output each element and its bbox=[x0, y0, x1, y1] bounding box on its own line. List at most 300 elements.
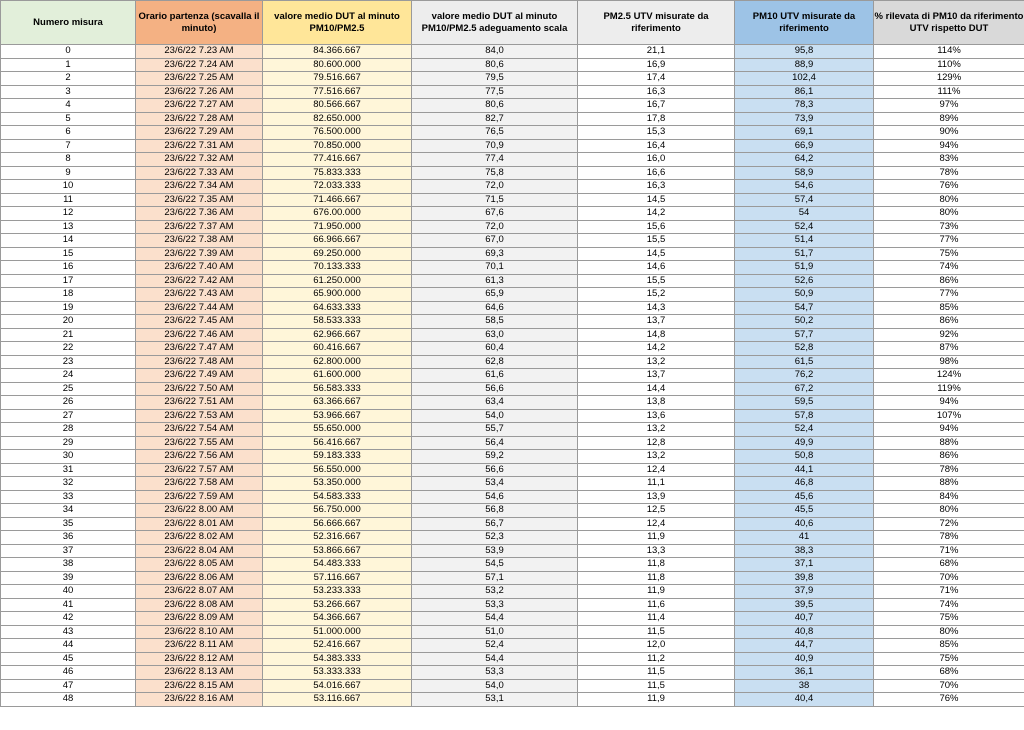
cell-orario[interactable]: 23/6/22 7.48 AM bbox=[136, 355, 263, 369]
cell-valore-dut-scala[interactable]: 80,6 bbox=[412, 58, 578, 72]
cell-orario[interactable]: 23/6/22 7.43 AM bbox=[136, 288, 263, 302]
cell-pm25[interactable]: 16,9 bbox=[578, 58, 735, 72]
cell-percentuale[interactable]: 87% bbox=[874, 342, 1024, 356]
cell-percentuale[interactable]: 76% bbox=[874, 180, 1024, 194]
cell-numero-misura[interactable]: 42 bbox=[1, 612, 136, 626]
cell-pm25[interactable]: 13,6 bbox=[578, 409, 735, 423]
cell-numero-misura[interactable]: 5 bbox=[1, 112, 136, 126]
cell-valore-dut[interactable]: 54.383.333 bbox=[263, 652, 412, 666]
cell-valore-dut-scala[interactable]: 63,0 bbox=[412, 328, 578, 342]
cell-valore-dut-scala[interactable]: 63,4 bbox=[412, 396, 578, 410]
cell-pm25[interactable]: 11,8 bbox=[578, 571, 735, 585]
cell-percentuale[interactable]: 111% bbox=[874, 85, 1024, 99]
cell-pm10[interactable]: 50,2 bbox=[735, 315, 874, 329]
cell-valore-dut[interactable]: 70.133.333 bbox=[263, 261, 412, 275]
cell-pm10[interactable]: 36,1 bbox=[735, 666, 874, 680]
cell-valore-dut[interactable]: 53.866.667 bbox=[263, 544, 412, 558]
cell-orario[interactable]: 23/6/22 7.38 AM bbox=[136, 234, 263, 248]
cell-numero-misura[interactable]: 39 bbox=[1, 571, 136, 585]
cell-valore-dut-scala[interactable]: 77,4 bbox=[412, 153, 578, 167]
cell-percentuale[interactable]: 94% bbox=[874, 139, 1024, 153]
cell-pm10[interactable]: 52,4 bbox=[735, 220, 874, 234]
cell-valore-dut-scala[interactable]: 80,6 bbox=[412, 99, 578, 113]
cell-pm10[interactable]: 40,7 bbox=[735, 612, 874, 626]
cell-numero-misura[interactable]: 2 bbox=[1, 72, 136, 86]
cell-valore-dut-scala[interactable]: 65,9 bbox=[412, 288, 578, 302]
cell-valore-dut-scala[interactable]: 56,8 bbox=[412, 504, 578, 518]
cell-pm25[interactable]: 14,5 bbox=[578, 193, 735, 207]
cell-pm25[interactable]: 13,9 bbox=[578, 490, 735, 504]
cell-valore-dut-scala[interactable]: 59,2 bbox=[412, 450, 578, 464]
header-pm10-utv[interactable]: PM10 UTV misurate da riferimento bbox=[735, 1, 874, 45]
cell-valore-dut-scala[interactable]: 54,6 bbox=[412, 490, 578, 504]
cell-numero-misura[interactable]: 38 bbox=[1, 558, 136, 572]
cell-valore-dut[interactable]: 66.966.667 bbox=[263, 234, 412, 248]
cell-percentuale[interactable]: 78% bbox=[874, 531, 1024, 545]
cell-orario[interactable]: 23/6/22 8.16 AM bbox=[136, 693, 263, 707]
cell-numero-misura[interactable]: 18 bbox=[1, 288, 136, 302]
cell-valore-dut[interactable]: 63.366.667 bbox=[263, 396, 412, 410]
cell-percentuale[interactable]: 98% bbox=[874, 355, 1024, 369]
cell-valore-dut-scala[interactable]: 56,7 bbox=[412, 517, 578, 531]
cell-orario[interactable]: 23/6/22 8.00 AM bbox=[136, 504, 263, 518]
cell-valore-dut-scala[interactable]: 70,9 bbox=[412, 139, 578, 153]
cell-valore-dut-scala[interactable]: 61,3 bbox=[412, 274, 578, 288]
cell-percentuale[interactable]: 89% bbox=[874, 112, 1024, 126]
cell-valore-dut-scala[interactable]: 56,4 bbox=[412, 436, 578, 450]
cell-valore-dut-scala[interactable]: 84,0 bbox=[412, 45, 578, 59]
cell-percentuale[interactable]: 75% bbox=[874, 612, 1024, 626]
cell-orario[interactable]: 23/6/22 7.26 AM bbox=[136, 85, 263, 99]
cell-pm10[interactable]: 86,1 bbox=[735, 85, 874, 99]
cell-valore-dut[interactable]: 56.550.000 bbox=[263, 463, 412, 477]
cell-pm10[interactable]: 38,3 bbox=[735, 544, 874, 558]
cell-valore-dut-scala[interactable]: 75,8 bbox=[412, 166, 578, 180]
cell-numero-misura[interactable]: 46 bbox=[1, 666, 136, 680]
cell-orario[interactable]: 23/6/22 7.59 AM bbox=[136, 490, 263, 504]
cell-percentuale[interactable]: 110% bbox=[874, 58, 1024, 72]
cell-pm10[interactable]: 54,7 bbox=[735, 301, 874, 315]
cell-percentuale[interactable]: 73% bbox=[874, 220, 1024, 234]
cell-valore-dut[interactable]: 56.750.000 bbox=[263, 504, 412, 518]
cell-pm25[interactable]: 11,8 bbox=[578, 558, 735, 572]
cell-percentuale[interactable]: 77% bbox=[874, 234, 1024, 248]
cell-pm25[interactable]: 16,3 bbox=[578, 180, 735, 194]
cell-orario[interactable]: 23/6/22 7.29 AM bbox=[136, 126, 263, 140]
cell-valore-dut[interactable]: 82.650.000 bbox=[263, 112, 412, 126]
cell-numero-misura[interactable]: 26 bbox=[1, 396, 136, 410]
cell-pm10[interactable]: 57,7 bbox=[735, 328, 874, 342]
cell-percentuale[interactable]: 70% bbox=[874, 571, 1024, 585]
cell-pm25[interactable]: 13,2 bbox=[578, 423, 735, 437]
cell-pm25[interactable]: 13,2 bbox=[578, 450, 735, 464]
header-orario-partenza[interactable]: Orario partenza (scavalla il minuto) bbox=[136, 1, 263, 45]
cell-pm25[interactable]: 12,4 bbox=[578, 517, 735, 531]
cell-orario[interactable]: 23/6/22 7.57 AM bbox=[136, 463, 263, 477]
cell-valore-dut[interactable]: 53.966.667 bbox=[263, 409, 412, 423]
cell-valore-dut[interactable]: 75.833.333 bbox=[263, 166, 412, 180]
cell-percentuale[interactable]: 86% bbox=[874, 450, 1024, 464]
cell-numero-misura[interactable]: 20 bbox=[1, 315, 136, 329]
cell-valore-dut[interactable]: 55.650.000 bbox=[263, 423, 412, 437]
cell-orario[interactable]: 23/6/22 7.44 AM bbox=[136, 301, 263, 315]
cell-numero-misura[interactable]: 17 bbox=[1, 274, 136, 288]
cell-percentuale[interactable]: 80% bbox=[874, 207, 1024, 221]
cell-pm10[interactable]: 58,9 bbox=[735, 166, 874, 180]
cell-pm10[interactable]: 59,5 bbox=[735, 396, 874, 410]
cell-pm25[interactable]: 17,8 bbox=[578, 112, 735, 126]
cell-orario[interactable]: 23/6/22 7.45 AM bbox=[136, 315, 263, 329]
cell-percentuale[interactable]: 124% bbox=[874, 369, 1024, 383]
cell-pm10[interactable]: 51,9 bbox=[735, 261, 874, 275]
cell-pm10[interactable]: 40,6 bbox=[735, 517, 874, 531]
cell-numero-misura[interactable]: 44 bbox=[1, 639, 136, 653]
cell-valore-dut-scala[interactable]: 54,0 bbox=[412, 679, 578, 693]
cell-valore-dut-scala[interactable]: 54,4 bbox=[412, 612, 578, 626]
cell-numero-misura[interactable]: 25 bbox=[1, 382, 136, 396]
cell-orario[interactable]: 23/6/22 8.04 AM bbox=[136, 544, 263, 558]
cell-pm10[interactable]: 44,7 bbox=[735, 639, 874, 653]
cell-percentuale[interactable]: 76% bbox=[874, 693, 1024, 707]
cell-percentuale[interactable]: 94% bbox=[874, 396, 1024, 410]
cell-pm25[interactable]: 21,1 bbox=[578, 45, 735, 59]
cell-valore-dut[interactable]: 54.483.333 bbox=[263, 558, 412, 572]
cell-valore-dut-scala[interactable]: 67,6 bbox=[412, 207, 578, 221]
cell-valore-dut-scala[interactable]: 72,0 bbox=[412, 180, 578, 194]
cell-numero-misura[interactable]: 47 bbox=[1, 679, 136, 693]
cell-valore-dut-scala[interactable]: 77,5 bbox=[412, 85, 578, 99]
cell-valore-dut[interactable]: 80.600.000 bbox=[263, 58, 412, 72]
cell-valore-dut[interactable]: 84.366.667 bbox=[263, 45, 412, 59]
cell-orario[interactable]: 23/6/22 7.42 AM bbox=[136, 274, 263, 288]
cell-pm10[interactable]: 37,1 bbox=[735, 558, 874, 572]
cell-pm25[interactable]: 11,1 bbox=[578, 477, 735, 491]
cell-percentuale[interactable]: 80% bbox=[874, 504, 1024, 518]
cell-valore-dut[interactable]: 56.583.333 bbox=[263, 382, 412, 396]
cell-numero-misura[interactable]: 23 bbox=[1, 355, 136, 369]
cell-percentuale[interactable]: 90% bbox=[874, 126, 1024, 140]
cell-valore-dut-scala[interactable]: 58,5 bbox=[412, 315, 578, 329]
cell-pm10[interactable]: 54,6 bbox=[735, 180, 874, 194]
cell-valore-dut[interactable]: 53.333.333 bbox=[263, 666, 412, 680]
cell-pm25[interactable]: 11,2 bbox=[578, 652, 735, 666]
cell-percentuale[interactable]: 68% bbox=[874, 558, 1024, 572]
cell-valore-dut[interactable]: 70.850.000 bbox=[263, 139, 412, 153]
cell-percentuale[interactable]: 88% bbox=[874, 477, 1024, 491]
cell-orario[interactable]: 23/6/22 7.37 AM bbox=[136, 220, 263, 234]
cell-valore-dut[interactable]: 53.266.667 bbox=[263, 598, 412, 612]
cell-numero-misura[interactable]: 28 bbox=[1, 423, 136, 437]
cell-pm25[interactable]: 13,3 bbox=[578, 544, 735, 558]
cell-numero-misura[interactable]: 3 bbox=[1, 85, 136, 99]
cell-valore-dut[interactable]: 54.016.667 bbox=[263, 679, 412, 693]
cell-numero-misura[interactable]: 10 bbox=[1, 180, 136, 194]
cell-valore-dut[interactable]: 76.500.000 bbox=[263, 126, 412, 140]
cell-valore-dut-scala[interactable]: 62,8 bbox=[412, 355, 578, 369]
cell-orario[interactable]: 23/6/22 7.40 AM bbox=[136, 261, 263, 275]
cell-numero-misura[interactable]: 14 bbox=[1, 234, 136, 248]
cell-pm10[interactable]: 88,9 bbox=[735, 58, 874, 72]
cell-percentuale[interactable]: 129% bbox=[874, 72, 1024, 86]
cell-pm10[interactable]: 57,4 bbox=[735, 193, 874, 207]
cell-orario[interactable]: 23/6/22 7.50 AM bbox=[136, 382, 263, 396]
cell-pm25[interactable]: 16,3 bbox=[578, 85, 735, 99]
cell-pm25[interactable]: 12,0 bbox=[578, 639, 735, 653]
cell-valore-dut-scala[interactable]: 52,4 bbox=[412, 639, 578, 653]
cell-orario[interactable]: 23/6/22 8.11 AM bbox=[136, 639, 263, 653]
cell-valore-dut[interactable]: 60.416.667 bbox=[263, 342, 412, 356]
cell-valore-dut[interactable]: 52.416.667 bbox=[263, 639, 412, 653]
cell-percentuale[interactable]: 88% bbox=[874, 436, 1024, 450]
cell-pm10[interactable]: 44,1 bbox=[735, 463, 874, 477]
cell-orario[interactable]: 23/6/22 7.58 AM bbox=[136, 477, 263, 491]
cell-pm25[interactable]: 15,5 bbox=[578, 234, 735, 248]
cell-pm25[interactable]: 14,4 bbox=[578, 382, 735, 396]
cell-valore-dut-scala[interactable]: 53,1 bbox=[412, 693, 578, 707]
cell-percentuale[interactable]: 77% bbox=[874, 288, 1024, 302]
cell-pm25[interactable]: 15,5 bbox=[578, 274, 735, 288]
cell-valore-dut[interactable]: 61.600.000 bbox=[263, 369, 412, 383]
cell-pm25[interactable]: 12,4 bbox=[578, 463, 735, 477]
cell-valore-dut-scala[interactable]: 79,5 bbox=[412, 72, 578, 86]
cell-pm10[interactable]: 40,9 bbox=[735, 652, 874, 666]
cell-numero-misura[interactable]: 15 bbox=[1, 247, 136, 261]
cell-pm25[interactable]: 14,6 bbox=[578, 261, 735, 275]
cell-pm25[interactable]: 16,6 bbox=[578, 166, 735, 180]
cell-percentuale[interactable]: 92% bbox=[874, 328, 1024, 342]
cell-percentuale[interactable]: 68% bbox=[874, 666, 1024, 680]
cell-pm25[interactable]: 16,7 bbox=[578, 99, 735, 113]
cell-orario[interactable]: 23/6/22 7.56 AM bbox=[136, 450, 263, 464]
cell-orario[interactable]: 23/6/22 7.55 AM bbox=[136, 436, 263, 450]
cell-numero-misura[interactable]: 1 bbox=[1, 58, 136, 72]
cell-numero-misura[interactable]: 31 bbox=[1, 463, 136, 477]
cell-valore-dut[interactable]: 72.033.333 bbox=[263, 180, 412, 194]
cell-valore-dut[interactable]: 676.00.000 bbox=[263, 207, 412, 221]
cell-valore-dut[interactable]: 62.966.667 bbox=[263, 328, 412, 342]
cell-orario[interactable]: 23/6/22 7.36 AM bbox=[136, 207, 263, 221]
cell-orario[interactable]: 23/6/22 7.53 AM bbox=[136, 409, 263, 423]
cell-orario[interactable]: 23/6/22 7.31 AM bbox=[136, 139, 263, 153]
cell-valore-dut[interactable]: 57.116.667 bbox=[263, 571, 412, 585]
cell-valore-dut-scala[interactable]: 53,3 bbox=[412, 598, 578, 612]
cell-orario[interactable]: 23/6/22 8.12 AM bbox=[136, 652, 263, 666]
cell-pm10[interactable]: 40,8 bbox=[735, 625, 874, 639]
header-pm25-utv[interactable]: PM2.5 UTV misurate da riferimento bbox=[578, 1, 735, 45]
cell-valore-dut-scala[interactable]: 52,3 bbox=[412, 531, 578, 545]
cell-valore-dut[interactable]: 54.366.667 bbox=[263, 612, 412, 626]
cell-valore-dut[interactable]: 51.000.000 bbox=[263, 625, 412, 639]
cell-orario[interactable]: 23/6/22 7.49 AM bbox=[136, 369, 263, 383]
cell-valore-dut-scala[interactable]: 53,2 bbox=[412, 585, 578, 599]
cell-pm25[interactable]: 15,3 bbox=[578, 126, 735, 140]
cell-pm25[interactable]: 11,5 bbox=[578, 625, 735, 639]
cell-numero-misura[interactable]: 4 bbox=[1, 99, 136, 113]
cell-percentuale[interactable]: 78% bbox=[874, 166, 1024, 180]
cell-valore-dut[interactable]: 71.466.667 bbox=[263, 193, 412, 207]
cell-percentuale[interactable]: 80% bbox=[874, 625, 1024, 639]
cell-valore-dut-scala[interactable]: 69,3 bbox=[412, 247, 578, 261]
cell-pm25[interactable]: 11,9 bbox=[578, 585, 735, 599]
cell-percentuale[interactable]: 94% bbox=[874, 423, 1024, 437]
cell-pm25[interactable]: 13,2 bbox=[578, 355, 735, 369]
cell-valore-dut-scala[interactable]: 64,6 bbox=[412, 301, 578, 315]
cell-valore-dut[interactable]: 53.350.000 bbox=[263, 477, 412, 491]
cell-pm25[interactable]: 14,2 bbox=[578, 342, 735, 356]
cell-pm25[interactable]: 15,2 bbox=[578, 288, 735, 302]
cell-orario[interactable]: 23/6/22 7.23 AM bbox=[136, 45, 263, 59]
cell-pm25[interactable]: 11,9 bbox=[578, 531, 735, 545]
cell-percentuale[interactable]: 71% bbox=[874, 544, 1024, 558]
cell-pm25[interactable]: 11,6 bbox=[578, 598, 735, 612]
cell-orario[interactable]: 23/6/22 7.34 AM bbox=[136, 180, 263, 194]
cell-valore-dut[interactable]: 53.116.667 bbox=[263, 693, 412, 707]
cell-pm10[interactable]: 45,6 bbox=[735, 490, 874, 504]
cell-percentuale[interactable]: 114% bbox=[874, 45, 1024, 59]
cell-percentuale[interactable]: 80% bbox=[874, 193, 1024, 207]
cell-valore-dut-scala[interactable]: 67,0 bbox=[412, 234, 578, 248]
cell-percentuale[interactable]: 72% bbox=[874, 517, 1024, 531]
cell-valore-dut[interactable]: 80.566.667 bbox=[263, 99, 412, 113]
cell-pm10[interactable]: 102,4 bbox=[735, 72, 874, 86]
cell-pm25[interactable]: 11,4 bbox=[578, 612, 735, 626]
cell-pm10[interactable]: 78,3 bbox=[735, 99, 874, 113]
cell-pm10[interactable]: 76,2 bbox=[735, 369, 874, 383]
cell-pm25[interactable]: 12,8 bbox=[578, 436, 735, 450]
cell-valore-dut[interactable]: 56.416.667 bbox=[263, 436, 412, 450]
cell-orario[interactable]: 23/6/22 7.51 AM bbox=[136, 396, 263, 410]
cell-orario[interactable]: 23/6/22 7.54 AM bbox=[136, 423, 263, 437]
cell-pm10[interactable]: 52,6 bbox=[735, 274, 874, 288]
cell-valore-dut-scala[interactable]: 70,1 bbox=[412, 261, 578, 275]
cell-valore-dut[interactable]: 71.950.000 bbox=[263, 220, 412, 234]
cell-pm10[interactable]: 39,5 bbox=[735, 598, 874, 612]
cell-pm10[interactable]: 51,7 bbox=[735, 247, 874, 261]
cell-pm10[interactable]: 95,8 bbox=[735, 45, 874, 59]
cell-pm25[interactable]: 13,7 bbox=[578, 369, 735, 383]
cell-valore-dut[interactable]: 64.633.333 bbox=[263, 301, 412, 315]
cell-orario[interactable]: 23/6/22 8.05 AM bbox=[136, 558, 263, 572]
cell-pm10[interactable]: 49,9 bbox=[735, 436, 874, 450]
cell-percentuale[interactable]: 78% bbox=[874, 463, 1024, 477]
cell-orario[interactable]: 23/6/22 7.47 AM bbox=[136, 342, 263, 356]
cell-valore-dut[interactable]: 62.800.000 bbox=[263, 355, 412, 369]
cell-pm10[interactable]: 38 bbox=[735, 679, 874, 693]
cell-orario[interactable]: 23/6/22 7.35 AM bbox=[136, 193, 263, 207]
cell-orario[interactable]: 23/6/22 7.24 AM bbox=[136, 58, 263, 72]
cell-pm10[interactable]: 61,5 bbox=[735, 355, 874, 369]
cell-pm10[interactable]: 52,4 bbox=[735, 423, 874, 437]
cell-numero-misura[interactable]: 12 bbox=[1, 207, 136, 221]
cell-valore-dut[interactable]: 52.316.667 bbox=[263, 531, 412, 545]
cell-valore-dut-scala[interactable]: 72,0 bbox=[412, 220, 578, 234]
cell-valore-dut-scala[interactable]: 60,4 bbox=[412, 342, 578, 356]
cell-valore-dut[interactable]: 77.416.667 bbox=[263, 153, 412, 167]
cell-pm10[interactable]: 54 bbox=[735, 207, 874, 221]
cell-numero-misura[interactable]: 8 bbox=[1, 153, 136, 167]
cell-pm10[interactable]: 51,4 bbox=[735, 234, 874, 248]
cell-pm25[interactable]: 13,7 bbox=[578, 315, 735, 329]
cell-pm10[interactable]: 46,8 bbox=[735, 477, 874, 491]
cell-valore-dut[interactable]: 79.516.667 bbox=[263, 72, 412, 86]
cell-valore-dut-scala[interactable]: 57,1 bbox=[412, 571, 578, 585]
cell-valore-dut-scala[interactable]: 53,3 bbox=[412, 666, 578, 680]
cell-percentuale[interactable]: 70% bbox=[874, 679, 1024, 693]
cell-numero-misura[interactable]: 11 bbox=[1, 193, 136, 207]
cell-numero-misura[interactable]: 24 bbox=[1, 369, 136, 383]
cell-numero-misura[interactable]: 36 bbox=[1, 531, 136, 545]
cell-percentuale[interactable]: 119% bbox=[874, 382, 1024, 396]
cell-numero-misura[interactable]: 30 bbox=[1, 450, 136, 464]
cell-valore-dut-scala[interactable]: 54,0 bbox=[412, 409, 578, 423]
cell-valore-dut-scala[interactable]: 71,5 bbox=[412, 193, 578, 207]
cell-pm10[interactable]: 50,8 bbox=[735, 450, 874, 464]
cell-pm25[interactable]: 13,8 bbox=[578, 396, 735, 410]
cell-orario[interactable]: 23/6/22 8.07 AM bbox=[136, 585, 263, 599]
cell-numero-misura[interactable]: 45 bbox=[1, 652, 136, 666]
cell-valore-dut[interactable]: 59.183.333 bbox=[263, 450, 412, 464]
cell-numero-misura[interactable]: 41 bbox=[1, 598, 136, 612]
cell-pm25[interactable]: 11,5 bbox=[578, 679, 735, 693]
cell-numero-misura[interactable]: 35 bbox=[1, 517, 136, 531]
cell-orario[interactable]: 23/6/22 7.33 AM bbox=[136, 166, 263, 180]
cell-valore-dut-scala[interactable]: 56,6 bbox=[412, 463, 578, 477]
cell-orario[interactable]: 23/6/22 8.13 AM bbox=[136, 666, 263, 680]
cell-pm10[interactable]: 69,1 bbox=[735, 126, 874, 140]
cell-percentuale[interactable]: 71% bbox=[874, 585, 1024, 599]
cell-valore-dut[interactable]: 61.250.000 bbox=[263, 274, 412, 288]
cell-pm10[interactable]: 45,5 bbox=[735, 504, 874, 518]
cell-numero-misura[interactable]: 16 bbox=[1, 261, 136, 275]
cell-valore-dut[interactable]: 69.250.000 bbox=[263, 247, 412, 261]
cell-valore-dut-scala[interactable]: 82,7 bbox=[412, 112, 578, 126]
cell-numero-misura[interactable]: 6 bbox=[1, 126, 136, 140]
cell-pm10[interactable]: 64,2 bbox=[735, 153, 874, 167]
cell-orario[interactable]: 23/6/22 7.32 AM bbox=[136, 153, 263, 167]
cell-valore-dut-scala[interactable]: 54,4 bbox=[412, 652, 578, 666]
cell-pm25[interactable]: 14,3 bbox=[578, 301, 735, 315]
cell-percentuale[interactable]: 97% bbox=[874, 99, 1024, 113]
header-valore-medio-dut[interactable]: valore medio DUT al minuto PM10/PM2.5 bbox=[263, 1, 412, 45]
cell-numero-misura[interactable]: 29 bbox=[1, 436, 136, 450]
cell-pm10[interactable]: 52,8 bbox=[735, 342, 874, 356]
cell-numero-misura[interactable]: 32 bbox=[1, 477, 136, 491]
cell-numero-misura[interactable]: 34 bbox=[1, 504, 136, 518]
cell-percentuale[interactable]: 85% bbox=[874, 301, 1024, 315]
cell-pm25[interactable]: 14,8 bbox=[578, 328, 735, 342]
cell-valore-dut-scala[interactable]: 61,6 bbox=[412, 369, 578, 383]
cell-pm25[interactable]: 11,9 bbox=[578, 693, 735, 707]
cell-numero-misura[interactable]: 21 bbox=[1, 328, 136, 342]
cell-pm25[interactable]: 15,6 bbox=[578, 220, 735, 234]
cell-valore-dut-scala[interactable]: 55,7 bbox=[412, 423, 578, 437]
cell-pm10[interactable]: 40,4 bbox=[735, 693, 874, 707]
cell-pm25[interactable]: 16,4 bbox=[578, 139, 735, 153]
cell-numero-misura[interactable]: 43 bbox=[1, 625, 136, 639]
cell-orario[interactable]: 23/6/22 7.25 AM bbox=[136, 72, 263, 86]
cell-percentuale[interactable]: 74% bbox=[874, 598, 1024, 612]
cell-percentuale[interactable]: 84% bbox=[874, 490, 1024, 504]
cell-pm25[interactable]: 14,5 bbox=[578, 247, 735, 261]
cell-orario[interactable]: 23/6/22 7.27 AM bbox=[136, 99, 263, 113]
cell-pm10[interactable]: 37,9 bbox=[735, 585, 874, 599]
cell-numero-misura[interactable]: 48 bbox=[1, 693, 136, 707]
cell-orario[interactable]: 23/6/22 8.08 AM bbox=[136, 598, 263, 612]
cell-valore-dut-scala[interactable]: 53,9 bbox=[412, 544, 578, 558]
cell-orario[interactable]: 23/6/22 8.15 AM bbox=[136, 679, 263, 693]
cell-valore-dut[interactable]: 56.666.667 bbox=[263, 517, 412, 531]
cell-pm10[interactable]: 67,2 bbox=[735, 382, 874, 396]
